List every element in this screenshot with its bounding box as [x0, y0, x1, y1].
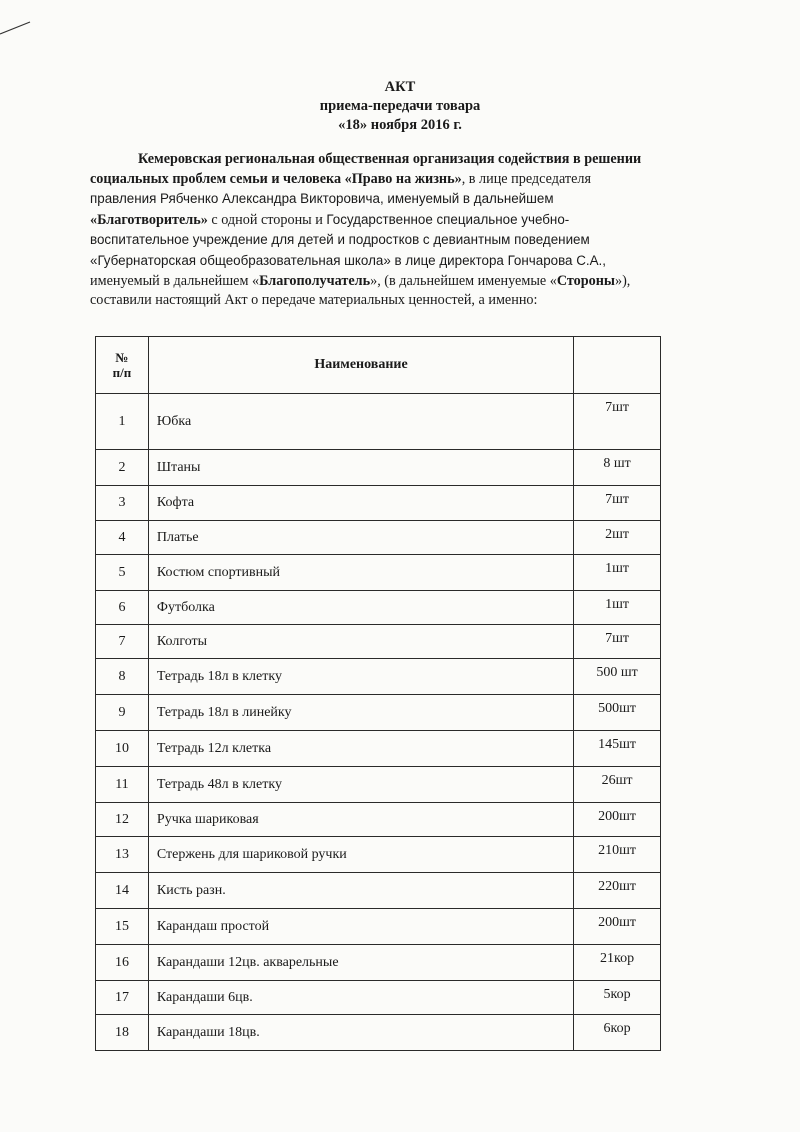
intro-text: именуемый в дальнейшем «	[90, 272, 260, 289]
intro-text: составили настоящий Акт о передаче материальных ценностей, а именно:	[90, 292, 538, 309]
table-row	[96, 837, 661, 873]
item-name: Юбка	[148, 394, 573, 450]
header-name: Наименование	[148, 337, 573, 394]
table-header-row	[96, 337, 661, 394]
item-name: Колготы	[148, 625, 573, 659]
item-name: Тетрадь 12л клетка	[148, 731, 573, 767]
intro-line	[90, 251, 720, 272]
row-number: 5	[96, 555, 149, 591]
intro-text: «Губернаторская общеобразовательная школа» в лице директора Гончарова С.А.,	[90, 252, 606, 268]
row-number: 14	[96, 873, 149, 909]
table-row	[96, 767, 661, 803]
table-row	[96, 873, 661, 909]
intro-text: Стороны	[556, 272, 615, 289]
item-quantity: 8 шт	[574, 450, 661, 486]
intro-text: социальных проблем семьи и человека «Право на жизнь»	[90, 170, 462, 187]
document-date: «18» ноября 2016 г.	[338, 117, 462, 133]
item-name: Ручка шариковая	[148, 803, 573, 837]
table-row	[96, 394, 661, 450]
header-number-abbr: п/п	[112, 365, 132, 380]
item-quantity: 1шт	[574, 591, 661, 625]
item-name: Футболка	[148, 591, 573, 625]
row-number: 6	[96, 591, 149, 625]
intro-text: », (в дальнейшем именуемые «	[370, 272, 557, 289]
row-number: 16	[96, 945, 149, 981]
item-quantity: 200шт	[574, 909, 661, 945]
table-row	[96, 695, 661, 731]
item-quantity: 7шт	[574, 625, 661, 659]
header-number	[96, 337, 149, 394]
table-row	[96, 555, 661, 591]
document-heading	[0, 78, 800, 135]
table-row	[96, 1015, 661, 1051]
row-number: 13	[96, 837, 149, 873]
intro-text: »),	[614, 272, 631, 289]
table-row	[96, 909, 661, 945]
item-quantity: 145шт	[574, 731, 661, 767]
item-name: Карандаши 6цв.	[148, 981, 573, 1015]
row-number: 18	[96, 1015, 149, 1051]
item-name: Кофта	[148, 486, 573, 521]
intro-text: Благополучатель	[259, 272, 371, 289]
row-number: 1	[96, 394, 149, 450]
intro-line	[90, 210, 720, 231]
item-name: Тетрадь 48л в клетку	[148, 767, 573, 803]
item-name: Тетрадь 18л в клетку	[148, 659, 573, 695]
item-name: Карандаши 12цв. акварельные	[148, 945, 573, 981]
table-row	[96, 659, 661, 695]
table-row	[96, 521, 661, 555]
row-number: 17	[96, 981, 149, 1015]
table-row	[96, 803, 661, 837]
table-body	[96, 394, 661, 1051]
table-row	[96, 945, 661, 981]
item-name: Платье	[148, 521, 573, 555]
table-row	[96, 625, 661, 659]
intro-text: воспитательное учреждение для детей и подростков с девиантным поведением	[90, 232, 590, 248]
intro-text: Государственное специальное учебно-	[326, 211, 570, 227]
intro-text: Кемеровская региональная общественная организация содействия в решении	[138, 151, 642, 167]
item-quantity: 6кор	[574, 1015, 661, 1051]
intro-text: , в лице председателя	[461, 170, 591, 187]
item-quantity: 210шт	[574, 837, 661, 873]
item-name: Кисть разн.	[148, 873, 573, 909]
header-quantity	[574, 337, 661, 394]
table-row	[96, 731, 661, 767]
item-quantity: 2шт	[574, 521, 661, 555]
item-quantity: 7шт	[574, 486, 661, 521]
item-name: Карандаши 18цв.	[148, 1015, 573, 1051]
row-number: 10	[96, 731, 149, 767]
goods-table	[95, 336, 661, 1051]
intro-line	[90, 230, 720, 251]
row-number: 3	[96, 486, 149, 521]
row-number: 15	[96, 909, 149, 945]
table-row	[96, 486, 661, 521]
intro-line	[90, 170, 720, 190]
row-number: 9	[96, 695, 149, 731]
table-row	[96, 981, 661, 1015]
item-quantity: 200шт	[574, 803, 661, 837]
item-quantity: 21кор	[574, 945, 661, 981]
intro-text: с одной стороны и	[207, 211, 327, 228]
intro-line	[90, 150, 720, 170]
item-name: Тетрадь 18л в линейку	[148, 695, 573, 731]
intro-line	[90, 272, 720, 292]
item-quantity: 1шт	[574, 555, 661, 591]
item-quantity: 220шт	[574, 873, 661, 909]
intro-text: «Благотворитель»	[90, 211, 208, 228]
item-quantity: 7шт	[574, 394, 661, 450]
intro-paragraph	[90, 150, 720, 311]
item-name: Штаны	[148, 450, 573, 486]
document-subtitle: приема-передачи товара	[319, 98, 481, 114]
item-quantity: 26шт	[574, 767, 661, 803]
row-number: 11	[96, 767, 149, 803]
pen-stroke-mark	[0, 0, 40, 40]
table-row	[96, 450, 661, 486]
header-number-symbol: №	[115, 350, 129, 365]
item-quantity: 500 шт	[574, 659, 661, 695]
item-quantity: 5кор	[574, 981, 661, 1015]
row-number: 4	[96, 521, 149, 555]
intro-text: правления Рябченко Александра Викторовича, именуемый в дальнейшем	[90, 191, 554, 207]
item-name: Стержень для шариковой ручки	[148, 837, 573, 873]
document-title: АКТ	[384, 79, 416, 95]
intro-line	[90, 189, 720, 210]
item-quantity: 500шт	[574, 695, 661, 731]
intro-line	[90, 291, 720, 311]
item-name: Костюм спортивный	[148, 555, 573, 591]
row-number: 2	[96, 450, 149, 486]
item-name: Карандаш простой	[148, 909, 573, 945]
row-number: 7	[96, 625, 149, 659]
table-row	[96, 591, 661, 625]
row-number: 8	[96, 659, 149, 695]
row-number: 12	[96, 803, 149, 837]
